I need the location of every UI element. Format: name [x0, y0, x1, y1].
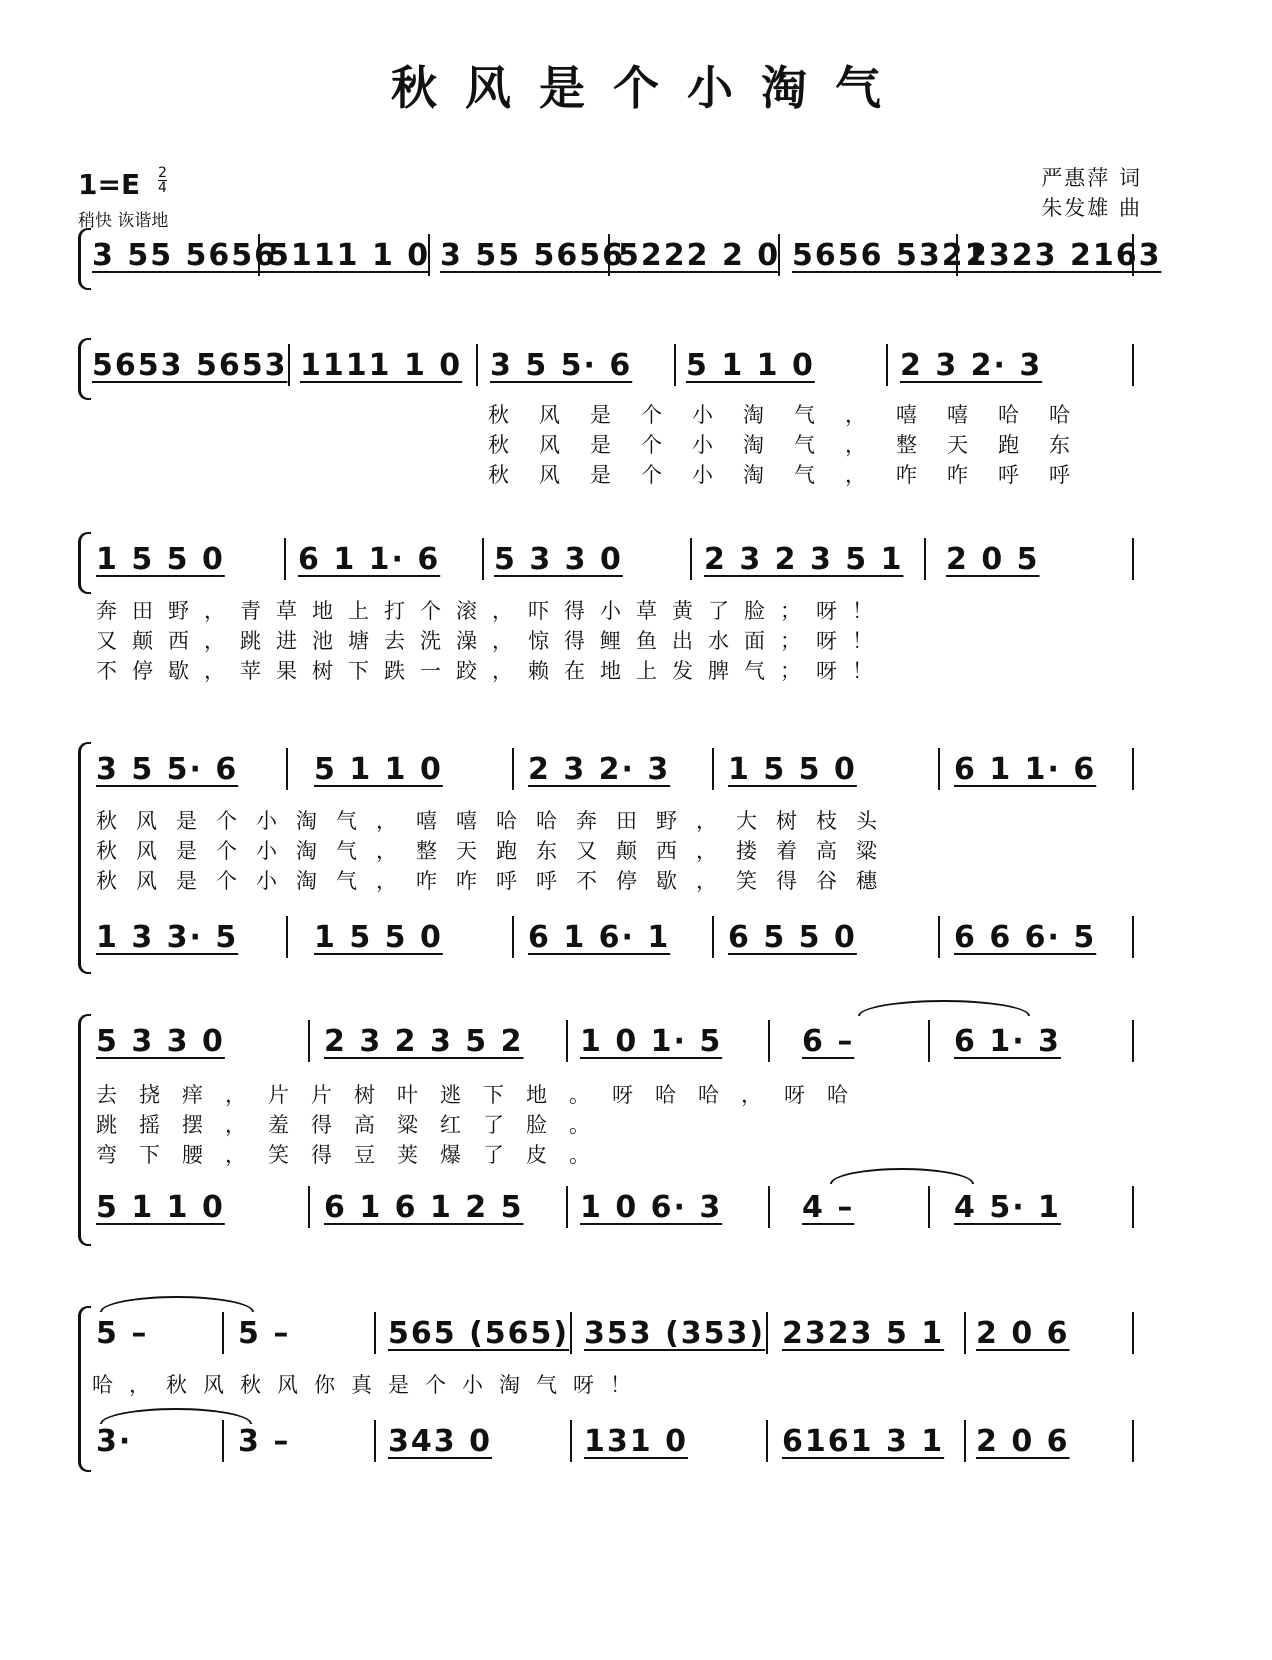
- measure: 5222 2 0: [618, 238, 781, 273]
- lyric-line: 秋风是个小淘气，整天跑东又颠西，搂着高粱: [96, 839, 896, 863]
- measure: 565 (565): [388, 1316, 570, 1351]
- system-brace: [78, 742, 91, 974]
- time-signature-denominator: 4: [158, 180, 167, 196]
- bar-line: [690, 538, 692, 580]
- measure: 3 55 5656: [92, 238, 278, 273]
- bar-line: [608, 234, 610, 276]
- measure: 5 1 1 0: [686, 348, 815, 383]
- bar-line: [712, 748, 714, 790]
- bar-line: [1132, 234, 1134, 276]
- lyric-line: 秋风是个小淘气，嘻嘻哈哈: [488, 403, 1100, 427]
- bar-line: [284, 538, 286, 580]
- bar-line: [768, 1020, 770, 1062]
- measure: 5653 5653: [92, 348, 288, 383]
- measure: 5111 1 0: [268, 238, 431, 273]
- bar-line: [768, 1186, 770, 1228]
- bar-line: [1132, 916, 1134, 958]
- measure: 3·: [96, 1424, 133, 1459]
- lyric-line: 哈，秋风秋风你真是个小淘气呀！: [92, 1373, 647, 1397]
- system-brace: [78, 338, 91, 400]
- bar-line: [886, 344, 888, 386]
- composer-credit: 朱发雄 曲: [1041, 196, 1142, 220]
- lyric-line: 秋风是个小淘气，咋咋呼呼不停歇，笑得谷穗: [96, 869, 896, 893]
- measure: 1 5 5 0: [96, 542, 225, 577]
- measure: 3 –: [238, 1424, 291, 1459]
- bar-line: [566, 1020, 568, 1062]
- bar-line: [286, 748, 288, 790]
- bar-line: [1132, 1020, 1134, 1062]
- measure: 6 6 6· 5: [954, 920, 1097, 955]
- lyricist-credit: 严惠萍 词: [1041, 166, 1142, 190]
- measure: 5 3 3 0: [96, 1024, 225, 1059]
- bar-line: [964, 1312, 966, 1354]
- bar-line: [482, 538, 484, 580]
- measure: 5 3 3 0: [494, 542, 623, 577]
- measure: 2 0 6: [976, 1424, 1070, 1459]
- bar-line: [308, 1186, 310, 1228]
- bar-line: [928, 1186, 930, 1228]
- measure: 1 5 5 0: [314, 920, 443, 955]
- bar-line: [570, 1420, 572, 1462]
- bar-line: [778, 234, 780, 276]
- lyric-line: 跳摇摆，羞得高粱红了脸。: [96, 1113, 612, 1137]
- bar-line: [1132, 1420, 1134, 1462]
- bar-line: [712, 916, 714, 958]
- bar-line: [938, 748, 940, 790]
- measure: 4 –: [802, 1190, 855, 1225]
- bar-line: [766, 1312, 768, 1354]
- bar-line: [1132, 344, 1134, 386]
- measure: 4 5· 1: [954, 1190, 1061, 1225]
- lyric-line: 不停歇，苹果树下跌一跤，赖在地上发脾气；呀！: [96, 659, 888, 683]
- measure: 6 5 5 0: [728, 920, 857, 955]
- measure: 5 1 1 0: [314, 752, 443, 787]
- measure: 6161 3 1: [782, 1424, 945, 1459]
- bar-line: [222, 1420, 224, 1462]
- measure: 1 3 3· 5: [96, 920, 239, 955]
- bar-line: [964, 1420, 966, 1462]
- page-title: 秋风是个小淘气: [391, 61, 909, 115]
- lyric-line: 秋风是个小淘气，整天跑东: [488, 433, 1100, 457]
- bar-line: [374, 1420, 376, 1462]
- bar-line: [938, 916, 940, 958]
- measure: 1111 1 0: [300, 348, 463, 383]
- bar-line: [924, 538, 926, 580]
- bar-line: [766, 1420, 768, 1462]
- lyric-line: 奔田野，青草地上打个滚，吓得小草黄了脸；呀！: [96, 599, 888, 623]
- bar-line: [428, 234, 430, 276]
- bar-line: [956, 234, 958, 276]
- time-signature-numerator: 2: [158, 165, 167, 181]
- bar-line: [566, 1186, 568, 1228]
- bar-line: [928, 1020, 930, 1062]
- measure: 3 55 5656: [440, 238, 626, 273]
- bar-line: [674, 344, 676, 386]
- bar-line: [286, 916, 288, 958]
- system-brace: [78, 228, 91, 290]
- bar-line: [512, 916, 514, 958]
- measure: 2 3 2 3 5 2: [324, 1024, 524, 1059]
- system-brace: [78, 1014, 91, 1246]
- tempo-marking: 稍快 诙谐地: [78, 211, 169, 231]
- time-signature: [158, 166, 167, 195]
- measure: 2323 2163: [966, 238, 1162, 273]
- measure: 2323 5 1: [782, 1316, 945, 1351]
- measure: 131 0: [584, 1424, 688, 1459]
- measure: 2 3 2· 3: [528, 752, 671, 787]
- bar-line: [258, 234, 260, 276]
- measure: 2 3 2· 3: [900, 348, 1043, 383]
- bar-line: [570, 1312, 572, 1354]
- lyric-line: 去挠痒，片片树叶逃下地。呀哈哈，呀哈: [96, 1083, 870, 1107]
- measure: 5 –: [96, 1316, 149, 1351]
- measure: 6 1 6 1 2 5: [324, 1190, 524, 1225]
- lyric-line: 秋风是个小淘气，咋咋呼呼: [488, 463, 1100, 487]
- measure: 6 1 6· 1: [528, 920, 671, 955]
- system-brace: [78, 532, 91, 594]
- bar-line: [476, 344, 478, 386]
- measure: 5656 5321: [792, 238, 988, 273]
- measure: 6 1· 3: [954, 1024, 1061, 1059]
- bar-line: [288, 344, 290, 386]
- measure: 5 1 1 0: [96, 1190, 225, 1225]
- measure: 6 –: [802, 1024, 855, 1059]
- bar-line: [1132, 1312, 1134, 1354]
- bar-line: [512, 748, 514, 790]
- lyric-line: 弯下腰，笑得豆荚爆了皮。: [96, 1143, 612, 1167]
- measure: 6 1 1· 6: [954, 752, 1097, 787]
- lyric-line: 又颠西，跳进池塘去洗澡，惊得鲤鱼出水面；呀！: [96, 629, 888, 653]
- measure: 343 0: [388, 1424, 492, 1459]
- measure: 1 0 1· 5: [580, 1024, 723, 1059]
- bar-line: [374, 1312, 376, 1354]
- measure: 2 0 5: [946, 542, 1040, 577]
- key-signature: 1=E: [78, 168, 141, 201]
- system-brace: [78, 1306, 91, 1472]
- bar-line: [308, 1020, 310, 1062]
- bar-line: [222, 1312, 224, 1354]
- measure: 1 5 5 0: [728, 752, 857, 787]
- measure: 3 5 5· 6: [96, 752, 239, 787]
- measure: 353 (353): [584, 1316, 766, 1351]
- measure: 2 0 6: [976, 1316, 1070, 1351]
- measure: 2 3 2 3 5 1: [704, 542, 904, 577]
- measure: 5 –: [238, 1316, 291, 1351]
- lyric-line: 秋风是个小淘气，嘻嘻哈哈奔田野，大树枝头: [96, 809, 896, 833]
- bar-line: [1132, 538, 1134, 580]
- bar-line: [1132, 1186, 1134, 1228]
- bar-line: [1132, 748, 1134, 790]
- measure: 3 5 5· 6: [490, 348, 633, 383]
- measure: 1 0 6· 3: [580, 1190, 723, 1225]
- measure: 6 1 1· 6: [298, 542, 441, 577]
